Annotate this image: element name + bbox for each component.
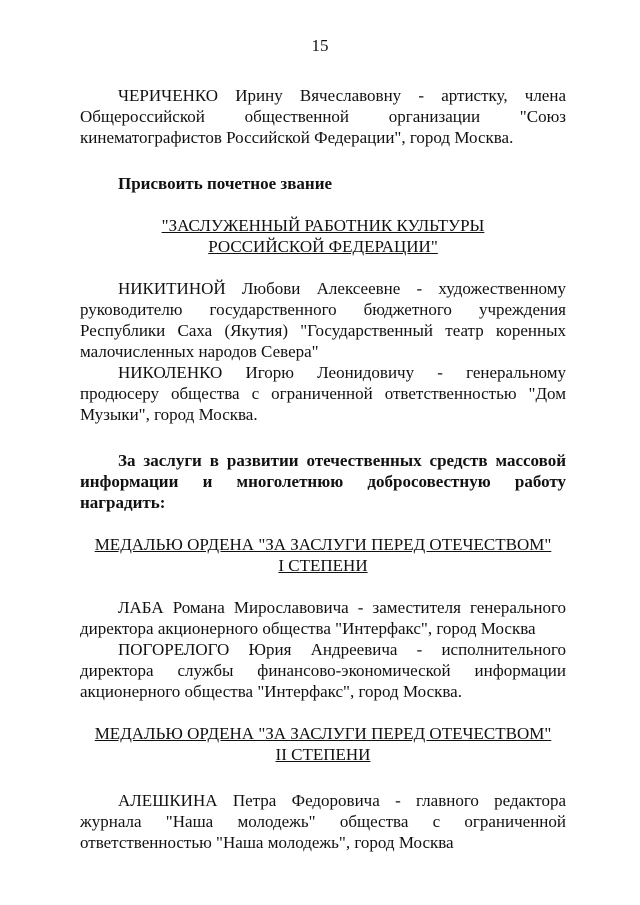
medal1-title-line1: МЕДАЛЬЮ ОРДЕНА "ЗА ЗАСЛУГИ ПЕРЕД ОТЕЧЕСТВОМ" <box>94 535 552 554</box>
paragraph-nikolenko: НИКОЛЕНКО Игорю Леонидовичу - генеральному продюсеру общества с ограниченной ответственностью "Дом Музыки", город Москва. <box>80 363 566 424</box>
paragraph-cherichenko: ЧЕРИЧЕНКО Ирину Вячеславовну - артистку, члена Общероссийской общественной организации "Союз кинематографистов Российской Федерации", город Москва. <box>80 86 566 147</box>
paragraph-laba: ЛАБА Романа Мирославовича - заместителя генерального директора акционерного общества "Интерфакс", город Москва <box>80 598 566 638</box>
paragraph-pogorelogo: ПОГОРЕЛОГО Юрия Андреевича - исполнительного директора службы финансово-экономической информации акционерного общества "Интерфакс", город Москва. <box>80 640 566 701</box>
medal2-title-line2: II СТЕПЕНИ <box>275 745 371 764</box>
page-number: 15 <box>311 36 329 55</box>
honorary-title-line1: "ЗАСЛУЖЕННЫЙ РАБОТНИК КУЛЬТУРЫ <box>161 216 485 235</box>
medal2-title-line1: МЕДАЛЬЮ ОРДЕНА "ЗА ЗАСЛУГИ ПЕРЕД ОТЕЧЕСТВОМ" <box>94 724 552 743</box>
honorary-title-line2: РОССИЙСКОЙ ФЕДЕРАЦИИ" <box>208 237 438 256</box>
medal1-title-line2: I СТЕПЕНИ <box>278 556 368 575</box>
document-body <box>80 85 566 853</box>
award-instruction: Присвоить почетное звание <box>118 174 333 193</box>
paragraph-nikitina: НИКИТИНОЙ Любови Алексеевне - художественному руководителю государственного бюджетного учреждения Республики Саха (Якутия) "Государственный театр коренных малочисленных народов Севера" <box>80 279 566 361</box>
media-merit-statement: За заслуги в развитии отечественных средств массовой информации и многолетнюю добросовестную работу наградить: <box>80 451 566 512</box>
paragraph-aleshkina: АЛЕШКИНА Петра Федоровича - главного редактора журнала "Наша молодежь" общества с ограниченной ответственностью "Наша молодежь", город Москва <box>80 791 566 852</box>
